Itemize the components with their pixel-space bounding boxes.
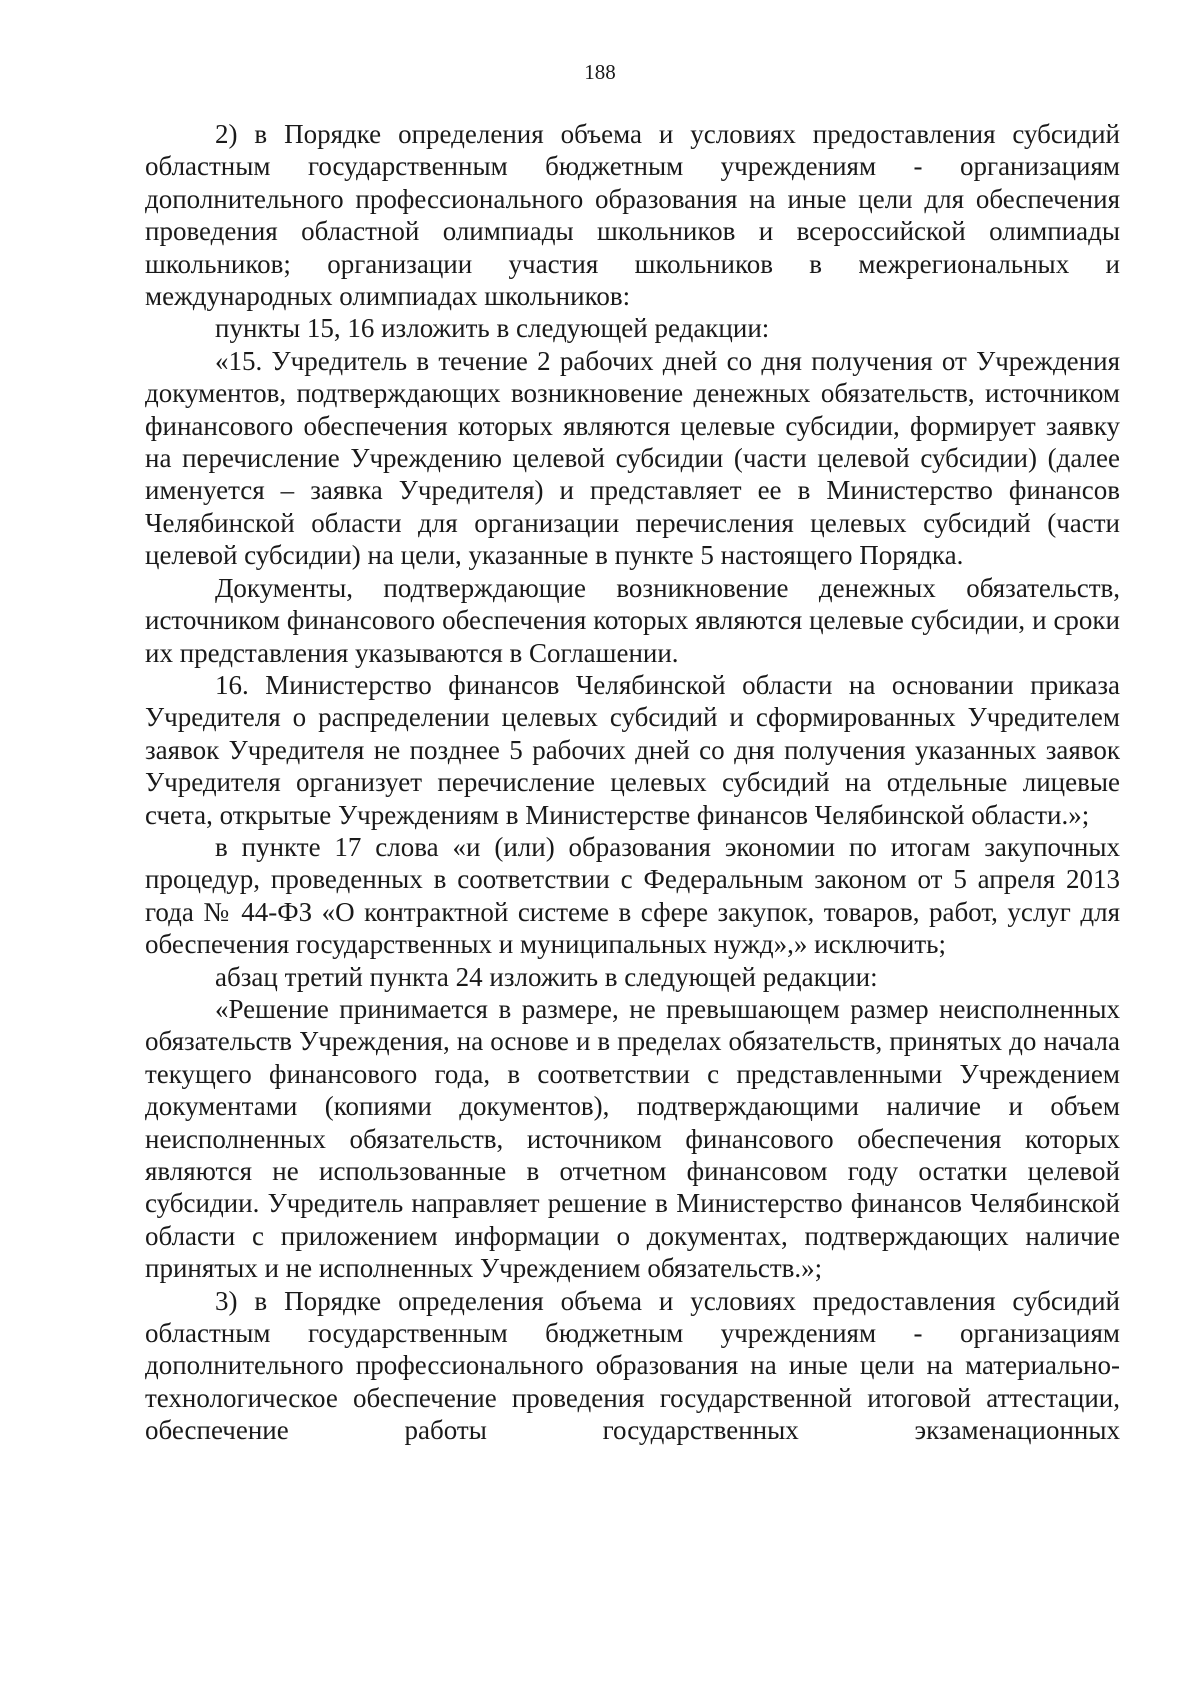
- paragraph-point-15: «15. Учредитель в течение 2 рабочих дней со дня получения от Учреждения документов, подтверждающих возникновение денежных обязательств, источником финансового обеспечения которых являются целевые субсидии, формирует заявку на перечисление Учреждению целевой субсидии (части целевой субсидии) (далее именуется – заявка Учредителя) и представляет ее в Министерство финансов Челябинской области для организации перечисления целевых субсидий (части целевой субсидии) на цели, указанные в пункте 5 настоящего Порядка.: [145, 345, 1120, 571]
- paragraph-point-24-intro: абзац третий пункта 24 изложить в следующей редакции:: [215, 961, 878, 992]
- document-body: [145, 118, 1120, 1447]
- page-number: 188: [584, 60, 616, 84]
- paragraph-point-16: 16. Министерство финансов Челябинской области на основании приказа Учредителя о распределении целевых субсидий и сформированных Учредителем заявок Учредителя не позднее 5 рабочих дней со дня получения указанных заявок Учредителя организует перечисление целевых субсидий на отдельные лицевые счета, открытые Учреждениям в Министерстве финансов Челябинской области.»;: [145, 669, 1120, 830]
- paragraph-item-3: 3) в Порядке определения объема и условиях предоставления субсидий областным государственным бюджетным учреждениям - организациям дополнительного профессионального образования на иные цели на материально-технологическое обеспечение проведения государственной итоговой аттестации, обеспечение работы государственных экзаменационных: [145, 1285, 1120, 1446]
- paragraph-points-15-16: пункты 15, 16 изложить в следующей редакции:: [215, 313, 770, 344]
- paragraph-item-2: 2) в Порядке определения объема и условиях предоставления субсидий областным государственным бюджетным учреждениям - организациям дополнительного профессионального образования на иные цели для обеспечения проведения областной олимпиады школьников и всероссийской олимпиады школьников; организации участия школьников в межрегиональных и международных олимпиадах школьников:: [145, 119, 1120, 312]
- paragraph-point-24-text: «Решение принимается в размере, не превышающем размер неисполненных обязательств Учреждения, на основе и в пределах обязательств, принятых до начала текущего финансового года, в соответствии с представленными Учреждением документами (копиями документов), подтверждающими наличие и объем неисполненных обязательств, источником финансового обеспечения которых являются не использованные в отчетном финансовом году остатки целевой субсидии. Учредитель направляет решение в Министерство финансов Челябинской области с приложением информации о документах, подтверждающих наличие принятых и не исполненных Учреждением обязательств.»;: [145, 993, 1120, 1284]
- paragraph-point-17: в пункте 17 слова «и (или) образования экономии по итогам закупочных процедур, проведенных в соответствии с Федеральным законом от 5 апреля 2013 года № 44-ФЗ «О контрактной системе в сфере закупок, товаров, работ, услуг для обеспечения государственных и муниципальных нужд»,» исключить;: [145, 831, 1120, 960]
- paragraph-documents: Документы, подтверждающие возникновение денежных обязательств, источником финансового обеспечения которых являются целевые субсидии, и сроки их представления указываются в Соглашении.: [145, 572, 1120, 668]
